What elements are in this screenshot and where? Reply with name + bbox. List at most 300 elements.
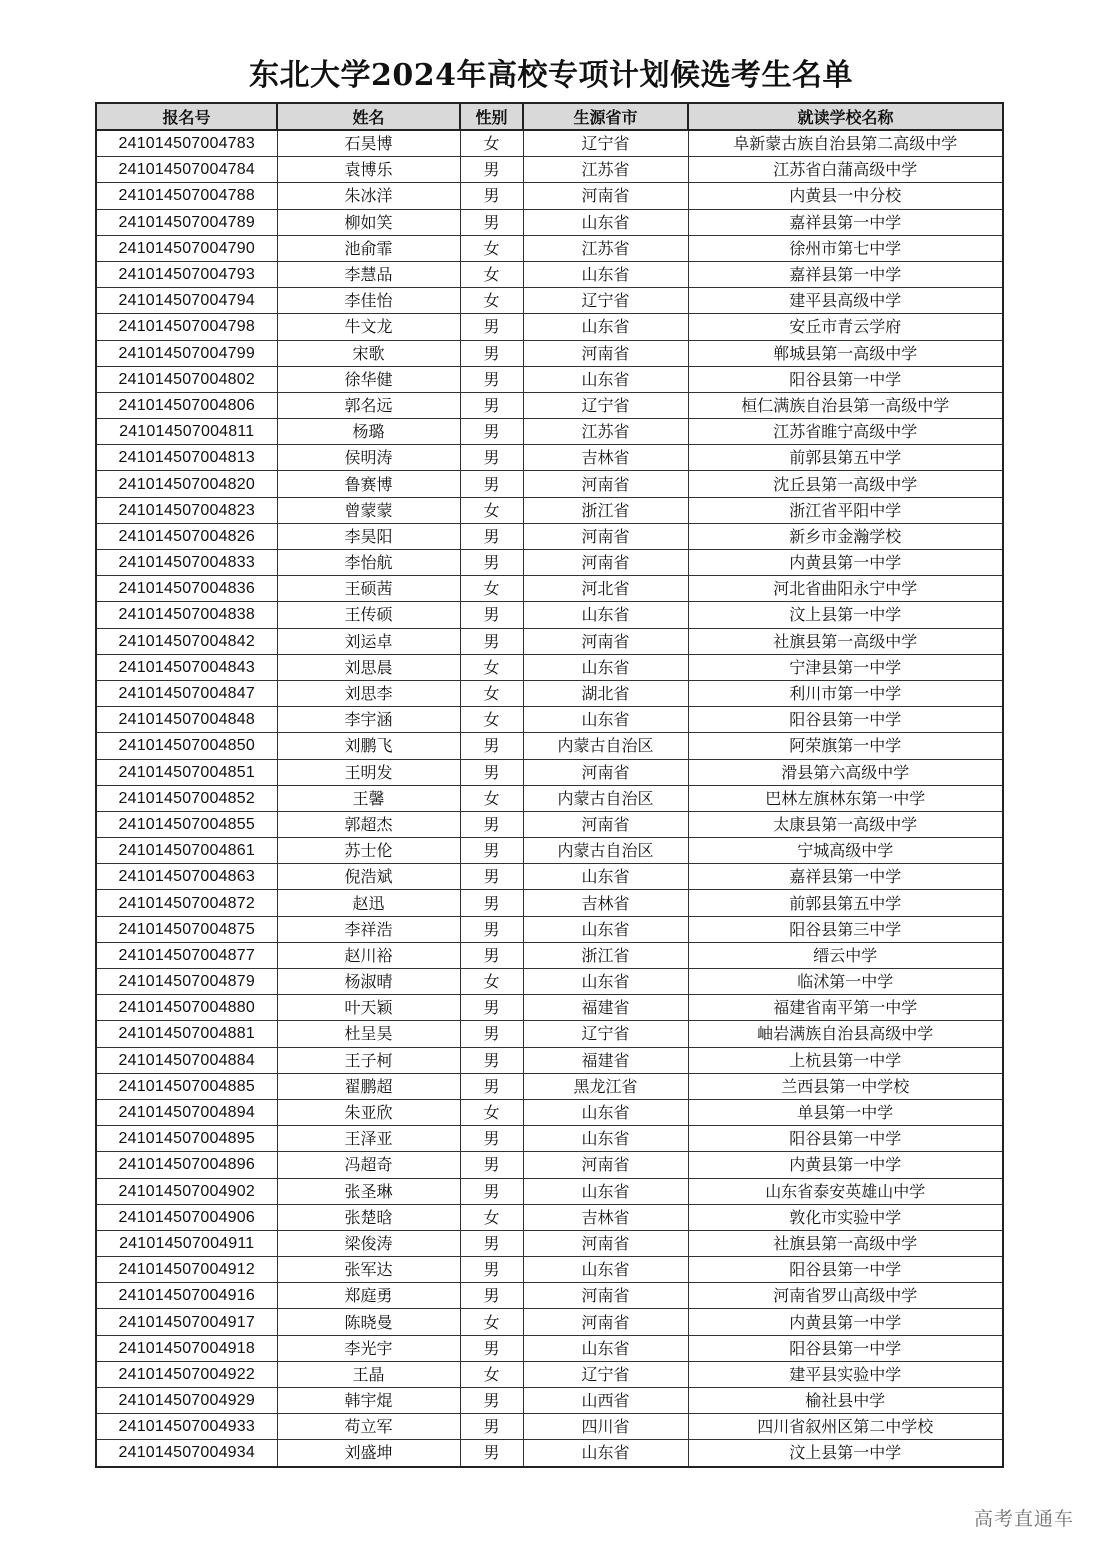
cell-province: 福建省 <box>523 995 688 1021</box>
cell-registration-number: 241014507004851 <box>96 759 277 785</box>
cell-gender: 男 <box>460 759 523 785</box>
cell-gender: 男 <box>460 864 523 890</box>
cell-registration-number: 241014507004806 <box>96 392 277 418</box>
cell-school: 宁津县第一中学 <box>688 654 1003 680</box>
cell-school: 桓仁满族自治县第一高级中学 <box>688 392 1003 418</box>
cell-name: 王晶 <box>277 1361 460 1387</box>
table-row <box>96 969 1003 995</box>
table-row <box>96 1388 1003 1414</box>
table-row <box>96 1178 1003 1204</box>
table-row <box>96 995 1003 1021</box>
cell-school: 阿荣旗第一中学 <box>688 733 1003 759</box>
table-row <box>96 1335 1003 1361</box>
cell-province: 山东省 <box>523 366 688 392</box>
cell-gender: 男 <box>460 1388 523 1414</box>
cell-province: 山东省 <box>523 654 688 680</box>
table-row <box>96 183 1003 209</box>
table-row <box>96 811 1003 837</box>
table-row <box>96 1361 1003 1387</box>
cell-registration-number: 241014507004794 <box>96 288 277 314</box>
cell-name: 李宇涵 <box>277 707 460 733</box>
cell-registration-number: 241014507004881 <box>96 1021 277 1047</box>
header-name: 姓名 <box>277 103 460 130</box>
cell-name: 李昊阳 <box>277 523 460 549</box>
cell-school: 内黄县第一中学 <box>688 1309 1003 1335</box>
cell-gender: 男 <box>460 1152 523 1178</box>
cell-gender: 男 <box>460 1126 523 1152</box>
cell-school: 缙云中学 <box>688 942 1003 968</box>
cell-name: 冯超奇 <box>277 1152 460 1178</box>
cell-province: 山东省 <box>523 864 688 890</box>
table-row <box>96 707 1003 733</box>
cell-school: 兰西县第一中学校 <box>688 1073 1003 1099</box>
cell-registration-number: 241014507004850 <box>96 733 277 759</box>
cell-name: 朱亚欣 <box>277 1099 460 1125</box>
cell-province: 吉林省 <box>523 890 688 916</box>
cell-registration-number: 241014507004802 <box>96 366 277 392</box>
header-gender: 性别 <box>460 103 523 130</box>
cell-registration-number: 241014507004838 <box>96 602 277 628</box>
cell-name: 苏士伦 <box>277 838 460 864</box>
cell-province: 吉林省 <box>523 445 688 471</box>
cell-province: 山东省 <box>523 261 688 287</box>
cell-gender: 男 <box>460 890 523 916</box>
table-row <box>96 523 1003 549</box>
cell-province: 山东省 <box>523 916 688 942</box>
cell-province: 内蒙古自治区 <box>523 785 688 811</box>
cell-school: 阳谷县第一中学 <box>688 1335 1003 1361</box>
table-row <box>96 576 1003 602</box>
cell-gender: 男 <box>460 366 523 392</box>
cell-name: 张楚晗 <box>277 1204 460 1230</box>
cell-gender: 男 <box>460 1178 523 1204</box>
cell-province: 河南省 <box>523 340 688 366</box>
cell-name: 韩宇焜 <box>277 1388 460 1414</box>
cell-school: 前郭县第五中学 <box>688 890 1003 916</box>
table-row <box>96 1099 1003 1125</box>
table-row <box>96 916 1003 942</box>
cell-province: 四川省 <box>523 1414 688 1440</box>
cell-name: 苟立军 <box>277 1414 460 1440</box>
cell-province: 山东省 <box>523 1335 688 1361</box>
cell-gender: 男 <box>460 1414 523 1440</box>
cell-school: 郸城县第一高级中学 <box>688 340 1003 366</box>
cell-name: 王馨 <box>277 785 460 811</box>
cell-school: 嘉祥县第一中学 <box>688 209 1003 235</box>
table-row <box>96 733 1003 759</box>
cell-registration-number: 241014507004852 <box>96 785 277 811</box>
cell-province: 辽宁省 <box>523 130 688 157</box>
cell-registration-number: 241014507004916 <box>96 1283 277 1309</box>
candidate-table <box>95 102 1004 1468</box>
cell-registration-number: 241014507004861 <box>96 838 277 864</box>
cell-school: 嘉祥县第一中学 <box>688 864 1003 890</box>
cell-province: 河南省 <box>523 759 688 785</box>
cell-gender: 男 <box>460 1257 523 1283</box>
cell-registration-number: 241014507004789 <box>96 209 277 235</box>
cell-name: 宋歌 <box>277 340 460 366</box>
cell-school: 汶上县第一中学 <box>688 1440 1003 1467</box>
cell-school: 山东省泰安英雄山中学 <box>688 1178 1003 1204</box>
cell-gender: 男 <box>460 340 523 366</box>
cell-province: 江苏省 <box>523 157 688 183</box>
cell-province: 山西省 <box>523 1388 688 1414</box>
cell-gender: 女 <box>460 497 523 523</box>
cell-province: 河南省 <box>523 811 688 837</box>
cell-province: 内蒙古自治区 <box>523 733 688 759</box>
cell-registration-number: 241014507004912 <box>96 1257 277 1283</box>
table-row <box>96 261 1003 287</box>
cell-province: 河北省 <box>523 576 688 602</box>
cell-name: 王泽亚 <box>277 1126 460 1152</box>
cell-name: 李佳怡 <box>277 288 460 314</box>
cell-registration-number: 241014507004922 <box>96 1361 277 1387</box>
table-row <box>96 838 1003 864</box>
cell-registration-number: 241014507004790 <box>96 235 277 261</box>
cell-gender: 女 <box>460 1309 523 1335</box>
cell-name: 张军达 <box>277 1257 460 1283</box>
cell-province: 河南省 <box>523 1230 688 1256</box>
table-row <box>96 654 1003 680</box>
table-row <box>96 157 1003 183</box>
cell-school: 阳谷县第一中学 <box>688 366 1003 392</box>
cell-name: 鲁赛博 <box>277 471 460 497</box>
cell-province: 河南省 <box>523 471 688 497</box>
cell-name: 池俞霏 <box>277 235 460 261</box>
cell-registration-number: 241014507004933 <box>96 1414 277 1440</box>
cell-name: 倪浩斌 <box>277 864 460 890</box>
cell-school: 河北省曲阳永宁中学 <box>688 576 1003 602</box>
table-row <box>96 785 1003 811</box>
cell-school: 阳谷县第一中学 <box>688 1126 1003 1152</box>
cell-name: 侯明涛 <box>277 445 460 471</box>
cell-school: 上杭县第一中学 <box>688 1047 1003 1073</box>
table-row <box>96 550 1003 576</box>
cell-registration-number: 241014507004872 <box>96 890 277 916</box>
cell-name: 李祥浩 <box>277 916 460 942</box>
cell-gender: 男 <box>460 811 523 837</box>
cell-registration-number: 241014507004820 <box>96 471 277 497</box>
cell-registration-number: 241014507004848 <box>96 707 277 733</box>
cell-registration-number: 241014507004863 <box>96 864 277 890</box>
cell-name: 杨淑晴 <box>277 969 460 995</box>
cell-gender: 女 <box>460 1361 523 1387</box>
cell-registration-number: 241014507004875 <box>96 916 277 942</box>
cell-name: 王硕茜 <box>277 576 460 602</box>
cell-name: 赵川裕 <box>277 942 460 968</box>
cell-gender: 女 <box>460 576 523 602</box>
cell-gender: 女 <box>460 969 523 995</box>
cell-registration-number: 241014507004783 <box>96 130 277 157</box>
cell-school: 嘉祥县第一中学 <box>688 261 1003 287</box>
cell-gender: 男 <box>460 157 523 183</box>
cell-school: 内黄县第一中学 <box>688 1152 1003 1178</box>
cell-registration-number: 241014507004884 <box>96 1047 277 1073</box>
table-row <box>96 209 1003 235</box>
cell-gender: 男 <box>460 1047 523 1073</box>
cell-gender: 男 <box>460 1230 523 1256</box>
table-row <box>96 864 1003 890</box>
table-row <box>96 1283 1003 1309</box>
cell-province: 山东省 <box>523 1178 688 1204</box>
cell-name: 王传硕 <box>277 602 460 628</box>
cell-gender: 男 <box>460 550 523 576</box>
table-row <box>96 1021 1003 1047</box>
table-row <box>96 1073 1003 1099</box>
cell-name: 刘鹏飞 <box>277 733 460 759</box>
cell-name: 袁博乐 <box>277 157 460 183</box>
cell-name: 郭超杰 <box>277 811 460 837</box>
cell-gender: 男 <box>460 995 523 1021</box>
table-row <box>96 1440 1003 1467</box>
cell-gender: 男 <box>460 1440 523 1467</box>
cell-school: 太康县第一高级中学 <box>688 811 1003 837</box>
cell-registration-number: 241014507004788 <box>96 183 277 209</box>
cell-gender: 女 <box>460 785 523 811</box>
cell-school: 福建省南平第一中学 <box>688 995 1003 1021</box>
cell-registration-number: 241014507004911 <box>96 1230 277 1256</box>
cell-registration-number: 241014507004847 <box>96 680 277 706</box>
cell-registration-number: 241014507004793 <box>96 261 277 287</box>
cell-name: 李光宇 <box>277 1335 460 1361</box>
table-row <box>96 1204 1003 1230</box>
cell-school: 榆社县中学 <box>688 1388 1003 1414</box>
cell-name: 翟鹏超 <box>277 1073 460 1099</box>
cell-province: 福建省 <box>523 1047 688 1073</box>
cell-school: 利川市第一中学 <box>688 680 1003 706</box>
cell-registration-number: 241014507004929 <box>96 1388 277 1414</box>
cell-school: 内黄县一中分校 <box>688 183 1003 209</box>
cell-name: 牛文龙 <box>277 314 460 340</box>
cell-school: 河南省罗山高级中学 <box>688 1283 1003 1309</box>
cell-name: 李慧品 <box>277 261 460 287</box>
cell-province: 山东省 <box>523 602 688 628</box>
table-row <box>96 680 1003 706</box>
cell-school: 社旗县第一高级中学 <box>688 628 1003 654</box>
cell-school: 阳谷县第一中学 <box>688 707 1003 733</box>
cell-school: 安丘市青云学府 <box>688 314 1003 340</box>
table-row <box>96 759 1003 785</box>
table-row <box>96 1230 1003 1256</box>
cell-name: 李怡航 <box>277 550 460 576</box>
cell-gender: 女 <box>460 1204 523 1230</box>
table-row <box>96 602 1003 628</box>
cell-province: 江苏省 <box>523 419 688 445</box>
cell-gender: 女 <box>460 1099 523 1125</box>
cell-registration-number: 241014507004799 <box>96 340 277 366</box>
cell-province: 山东省 <box>523 707 688 733</box>
cell-school: 阳谷县第三中学 <box>688 916 1003 942</box>
cell-school: 建平县实验中学 <box>688 1361 1003 1387</box>
table-row <box>96 1152 1003 1178</box>
cell-school: 沈丘县第一高级中学 <box>688 471 1003 497</box>
header-row <box>96 103 1003 130</box>
table-row <box>96 314 1003 340</box>
cell-registration-number: 241014507004855 <box>96 811 277 837</box>
cell-province: 山东省 <box>523 1126 688 1152</box>
cell-province: 内蒙古自治区 <box>523 838 688 864</box>
cell-registration-number: 241014507004902 <box>96 1178 277 1204</box>
cell-name: 赵迅 <box>277 890 460 916</box>
table-row <box>96 288 1003 314</box>
table-body <box>96 130 1003 1467</box>
cell-registration-number: 241014507004896 <box>96 1152 277 1178</box>
cell-name: 曾蒙蒙 <box>277 497 460 523</box>
watermark-text: 高考直通车 <box>973 1508 1074 1530</box>
cell-registration-number: 241014507004906 <box>96 1204 277 1230</box>
cell-registration-number: 241014507004894 <box>96 1099 277 1125</box>
cell-province: 辽宁省 <box>523 1021 688 1047</box>
cell-name: 刘思晨 <box>277 654 460 680</box>
cell-school: 宁城高级中学 <box>688 838 1003 864</box>
cell-school: 浙江省平阳中学 <box>688 497 1003 523</box>
cell-school: 汶上县第一中学 <box>688 602 1003 628</box>
cell-school: 徐州市第七中学 <box>688 235 1003 261</box>
cell-name: 梁俊涛 <box>277 1230 460 1256</box>
header-registration-number: 报名号 <box>96 103 277 130</box>
cell-gender: 男 <box>460 445 523 471</box>
cell-province: 河南省 <box>523 183 688 209</box>
cell-gender: 女 <box>460 654 523 680</box>
table-row <box>96 235 1003 261</box>
cell-registration-number: 241014507004811 <box>96 419 277 445</box>
cell-gender: 男 <box>460 392 523 418</box>
cell-name: 石昊博 <box>277 130 460 157</box>
table-row <box>96 419 1003 445</box>
cell-registration-number: 241014507004885 <box>96 1073 277 1099</box>
table-row <box>96 1047 1003 1073</box>
table-row <box>96 1309 1003 1335</box>
cell-gender: 男 <box>460 1335 523 1361</box>
cell-province: 河南省 <box>523 628 688 654</box>
cell-province: 黑龙江省 <box>523 1073 688 1099</box>
table-row <box>96 366 1003 392</box>
cell-province: 湖北省 <box>523 680 688 706</box>
cell-registration-number: 241014507004879 <box>96 969 277 995</box>
cell-school: 滑县第六高级中学 <box>688 759 1003 785</box>
cell-gender: 男 <box>460 523 523 549</box>
cell-gender: 男 <box>460 183 523 209</box>
cell-province: 浙江省 <box>523 497 688 523</box>
table-row <box>96 942 1003 968</box>
cell-school: 岫岩满族自治县高级中学 <box>688 1021 1003 1047</box>
cell-gender: 女 <box>460 680 523 706</box>
cell-name: 郭名远 <box>277 392 460 418</box>
cell-name: 刘盛坤 <box>277 1440 460 1467</box>
cell-gender: 女 <box>460 130 523 157</box>
cell-registration-number: 241014507004833 <box>96 550 277 576</box>
table-row <box>96 471 1003 497</box>
cell-school: 四川省叙州区第二中学校 <box>688 1414 1003 1440</box>
cell-school: 前郭县第五中学 <box>688 445 1003 471</box>
cell-gender: 男 <box>460 419 523 445</box>
cell-name: 杜呈昊 <box>277 1021 460 1047</box>
cell-name: 刘运卓 <box>277 628 460 654</box>
cell-province: 河南省 <box>523 1309 688 1335</box>
header-province: 生源省市 <box>523 103 688 130</box>
cell-gender: 男 <box>460 838 523 864</box>
table-row <box>96 445 1003 471</box>
cell-province: 山东省 <box>523 1257 688 1283</box>
cell-gender: 女 <box>460 707 523 733</box>
table-row <box>96 628 1003 654</box>
table-row <box>96 130 1003 157</box>
cell-school: 敦化市实验中学 <box>688 1204 1003 1230</box>
cell-registration-number: 241014507004918 <box>96 1335 277 1361</box>
table-row <box>96 1414 1003 1440</box>
cell-school: 阳谷县第一中学 <box>688 1257 1003 1283</box>
cell-province: 浙江省 <box>523 942 688 968</box>
cell-name: 杨璐 <box>277 419 460 445</box>
cell-province: 辽宁省 <box>523 1361 688 1387</box>
cell-registration-number: 241014507004934 <box>96 1440 277 1467</box>
cell-registration-number: 241014507004895 <box>96 1126 277 1152</box>
cell-registration-number: 241014507004917 <box>96 1309 277 1335</box>
cell-registration-number: 241014507004842 <box>96 628 277 654</box>
cell-province: 山东省 <box>523 969 688 995</box>
cell-registration-number: 241014507004813 <box>96 445 277 471</box>
table-row <box>96 392 1003 418</box>
cell-registration-number: 241014507004784 <box>96 157 277 183</box>
cell-province: 山东省 <box>523 1440 688 1467</box>
cell-gender: 男 <box>460 1073 523 1099</box>
cell-gender: 女 <box>460 235 523 261</box>
cell-registration-number: 241014507004836 <box>96 576 277 602</box>
cell-province: 江苏省 <box>523 235 688 261</box>
cell-name: 柳如笑 <box>277 209 460 235</box>
cell-school: 阜新蒙古族自治县第二高级中学 <box>688 130 1003 157</box>
cell-province: 河南省 <box>523 1283 688 1309</box>
cell-province: 辽宁省 <box>523 392 688 418</box>
cell-name: 王子柯 <box>277 1047 460 1073</box>
cell-province: 吉林省 <box>523 1204 688 1230</box>
header-school: 就读学校名称 <box>688 103 1003 130</box>
cell-gender: 男 <box>460 942 523 968</box>
cell-name: 陈晓曼 <box>277 1309 460 1335</box>
cell-school: 建平县高级中学 <box>688 288 1003 314</box>
cell-registration-number: 241014507004798 <box>96 314 277 340</box>
cell-name: 徐华健 <box>277 366 460 392</box>
table-header <box>96 103 1003 130</box>
cell-province: 河南省 <box>523 523 688 549</box>
cell-gender: 女 <box>460 288 523 314</box>
cell-school: 内黄县第一中学 <box>688 550 1003 576</box>
cell-gender: 男 <box>460 733 523 759</box>
cell-gender: 男 <box>460 209 523 235</box>
cell-province: 山东省 <box>523 314 688 340</box>
table-row <box>96 890 1003 916</box>
table-row <box>96 497 1003 523</box>
cell-province: 山东省 <box>523 1099 688 1125</box>
document-title: 东北大学2024年高校专项计划候选考生名单 <box>249 58 853 93</box>
cell-school: 新乡市金瀚学校 <box>688 523 1003 549</box>
cell-registration-number: 241014507004823 <box>96 497 277 523</box>
cell-school: 临沭第一中学 <box>688 969 1003 995</box>
cell-name: 郑庭勇 <box>277 1283 460 1309</box>
cell-province: 辽宁省 <box>523 288 688 314</box>
cell-school: 江苏省睢宁高级中学 <box>688 419 1003 445</box>
cell-name: 张圣琳 <box>277 1178 460 1204</box>
cell-name: 叶天颖 <box>277 995 460 1021</box>
cell-school: 社旗县第一高级中学 <box>688 1230 1003 1256</box>
table-row <box>96 340 1003 366</box>
cell-gender: 女 <box>460 261 523 287</box>
cell-province: 山东省 <box>523 209 688 235</box>
cell-province: 河南省 <box>523 550 688 576</box>
cell-registration-number: 241014507004880 <box>96 995 277 1021</box>
cell-gender: 男 <box>460 628 523 654</box>
cell-province: 河南省 <box>523 1152 688 1178</box>
